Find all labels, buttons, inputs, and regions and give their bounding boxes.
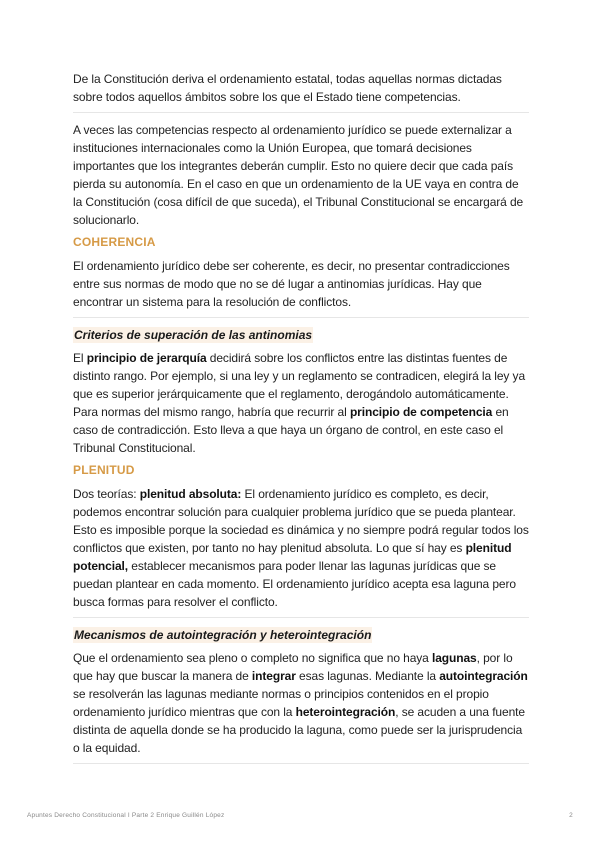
term-plenitud-potencial: plenitud potencial, xyxy=(73,541,512,573)
term-heterointegracion: heterointegración xyxy=(295,705,396,719)
document-body xyxy=(73,70,529,772)
term-integrar: integrar xyxy=(251,669,296,683)
paragraph-coherencia: El ordenamiento jurídico debe ser coherente, es decir, no presentar contradicciones entre sus normas de modo que no se dé lugar a antinomias jurídicas. Hay que encontrar un sistema para la resolución de conflictos. xyxy=(73,259,510,309)
term-autointegracion: autointegración xyxy=(439,669,528,683)
paragraph-jerarquia: El principio de jerarquía decidirá sobre los conflictos entre las distintas fuentes de distinto rango. Por ejemplo, si una ley y un reglamento se contradicen, elegirá la ley ya que es superior jerárquicamente que el reglamento, derogándolo automáticamente. Para normas del mismo rango, habría que recurrir al principio de competencia en caso de contradicción. Esto lleva a que haya un órgano de control, en este caso el Tribunal Constitucional. xyxy=(73,351,526,455)
paragraph-constitucion: De la Constitución deriva el ordenamiento estatal, todas aquellas normas dictadas sobre todos aquellos ámbitos sobre los que el Estado tiene competencias. xyxy=(73,72,502,104)
term-principio-competencia: principio de competencia xyxy=(349,405,493,419)
heading-plenitud: PLENITUD xyxy=(73,463,135,477)
divider xyxy=(73,112,529,113)
subheading-antinomias: Criterios de superación de las antinomias xyxy=(74,328,313,342)
paragraph-competencias: A veces las competencias respecto al ordenamiento jurídico se puede externalizar a instituciones internacionales como la Unión Europea, que tomará decisiones importantes que los integrantes deberán cumplir. Esto no quiere decir que cada país pierda su autonomía. En el caso en que un ordenamiento de la UE vaya en contra de la Constitución (cosa difícil de que suceda), el Tribunal Constitucional se encargará de solucionarlo. xyxy=(73,123,524,227)
page-number: 2 xyxy=(569,812,573,819)
paragraph-mecanismos: Que el ordenamiento sea pleno o completo no significa que no haya lagunas, por lo que hay que buscar la manera de integrar esas lagunas. Mediante la autointegración se resolverán las lagunas mediante normas o principios contenidos en el propio ordenamiento jurídico mientras que con la heterointegración, se acuden a una fuente distinta de aquella donde se ha producido la laguna, como puede ser la jurisprudencia o la equidad. xyxy=(73,651,528,755)
footer-text: Apuntes Derecho Constitucional I Parte 2 Enrique Guillén López xyxy=(27,812,225,819)
term-plenitud-absoluta: plenitud absoluta: xyxy=(139,487,242,501)
divider xyxy=(73,763,529,764)
heading-coherencia: COHERENCIA xyxy=(73,235,156,249)
term-principio-jerarquia: principio de jerarquía xyxy=(86,351,207,365)
page-footer xyxy=(27,812,573,819)
divider xyxy=(73,317,529,318)
paragraph-plenitud: Dos teorías: plenitud absoluta: El ordenamiento jurídico es completo, es decir, podemos encontrar solución para cualquier problema jurídico que se pueda plantear. Esto es imposible porque la sociedad es dinámica y no siempre podrá regular todos los conflictos que existen, por tanto no hay plenitud absoluta. Lo que sí hay es plenitud potencial, establecer mecanismos para poder llenar las lagunas jurídicas que se puedan plantear en cada momento. El ordenamiento jurídico acepta esa laguna pero busca formas para resolver el conflicto. xyxy=(73,487,529,609)
divider xyxy=(73,617,529,618)
subheading-mecanismos: Mecanismos de autointegración y heterointegración xyxy=(74,628,372,642)
term-lagunas: lagunas xyxy=(431,651,477,665)
